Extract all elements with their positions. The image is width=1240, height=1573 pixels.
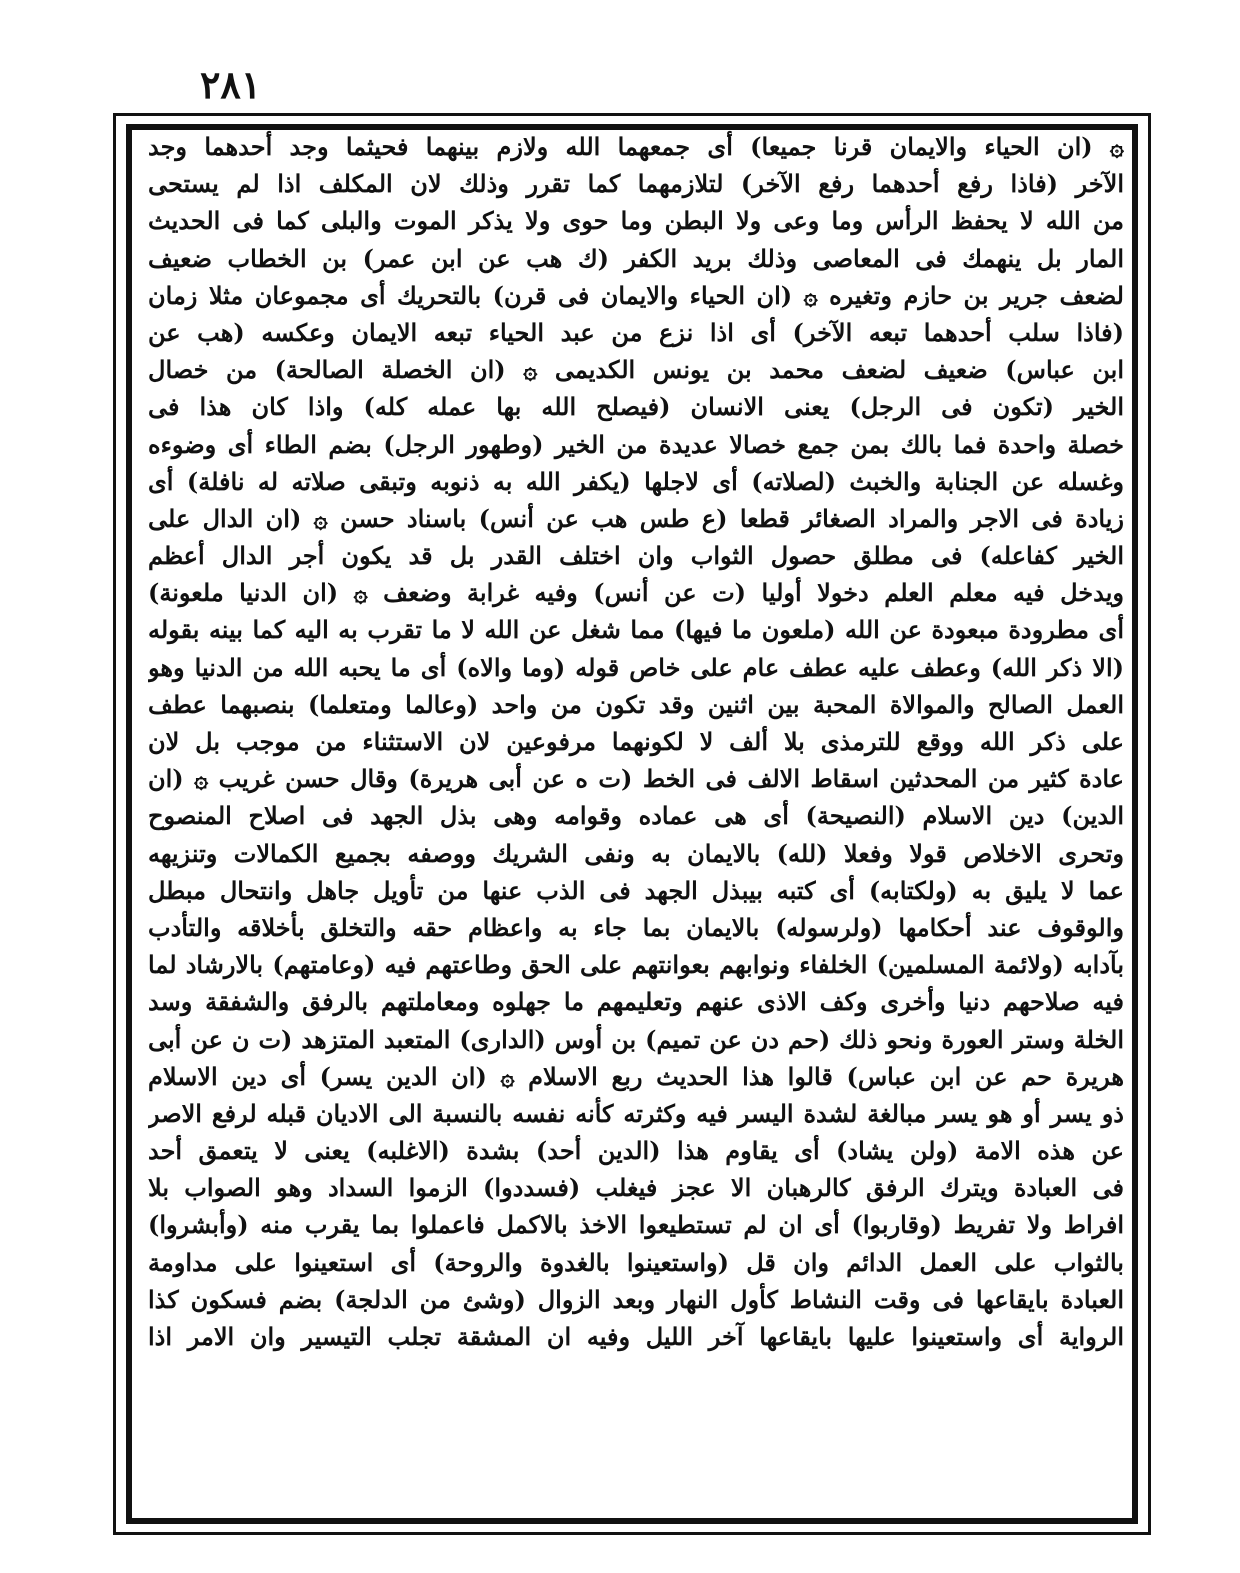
text-line: بآدابه (ولائمة المسلمين) الخلفاء ونوابهم بعوانتهم على الحق وطاعتهم فيه (وعامتهم) بالارشاد لما: [148, 950, 1124, 980]
text-line: العبادة بايقاعها فى وقت النشاط كأول النهار وبعد الزوال (وشئ من الدلجة) بضم فسكون كذا: [148, 1284, 1124, 1314]
text-line: الدين) دين الاسلام (النصيحة) أى هى عماده وقوامه وهى بذل الجهد فى اصلاح المنصوح: [148, 801, 1124, 831]
text-line: لضعف جرير بن حازم وتغيره ۞ (ان الحياء والايمان فى قرن) بالتحريك أى مجموعان مثلا زمان: [148, 280, 1124, 310]
text-line: فى العبادة ويترك الرفق كالرهبان الا عجز فيغلب (فسددوا) الزموا السداد وهو الصواب بلا: [148, 1173, 1124, 1203]
text-line: والوقوف عند أحكامها (ولرسوله) بالايمان بما جاء به واعظام حقه والتخلق بأخلاقه والتأدب: [148, 912, 1124, 942]
text-line: من الله لا يحفظ الرأس وما وعى ولا البطن وما حوى ولا يذكر الموت والبلى كما فى الحديث: [148, 206, 1124, 236]
text-line: ويدخل فيه معلم العلم دخولا أوليا (ت عن أنس) وفيه غرابة وضعف ۞ (ان الدنيا ملعونة): [148, 578, 1124, 608]
text-line: ۞ (ان الحياء والايمان قرنا جميعا) أى جمعهما الله ولازم بينهما فحيثما وجد أحدهما وجد: [148, 132, 1124, 161]
text-line: المار بل ينهمك فى المعاصى وذلك بريد الكفر (ك هب عن ابن عمر) بن الخطاب ضعيف: [148, 243, 1124, 273]
text-line: عما لا يليق به (ولكتابه) أى كتبه بيبذل الجهد فى الذب عنها من تأويل جاهل وانتحال مبطل: [148, 875, 1124, 905]
text-line: عادة كثير من المحدثين اسقاط الالف فى الخط (ت ه عن أبى هريرة) وقال حسن غريب ۞ (ان: [148, 764, 1124, 794]
page-number: ٢٨١: [200, 62, 262, 107]
text-line: ابن عباس) ضعيف لضعف محمد بن يونس الكديمى ۞ (ان الخصلة الصالحة) من خصال: [148, 355, 1124, 385]
text-line: (فاذا سلب أحدهما تبعه الآخر) أى اذا نزع من عبد الحياء تبعه الايمان وعكسه (هب عن: [148, 317, 1124, 347]
text-line: عن هذه الامة (ولن يشاد) أى يقاوم هذا (الدين أحد) بشدة (الاغلبه) يعنى لا يتعمق أحد: [148, 1136, 1124, 1166]
text-line: الخير كفاعله) فى مطلق حصول الثواب وان اختلف القدر بل قد يكون أجر الدال أعظم: [148, 541, 1124, 571]
text-line: افراط ولا تفريط (وقاربوا) أى ان لم تستطيعوا الاخذ بالاكمل فاعملوا بما يقرب منه (وأبشروا): [148, 1210, 1124, 1240]
text-line: الرواية أى واستعينوا عليها بايقاعها آخر الليل وفيه ان المشقة تجلب التيسير وان الامر اذا: [148, 1322, 1124, 1351]
page-text-body: [148, 128, 1124, 1524]
text-line: وتحرى الاخلاص قولا وفعلا (لله) بالايمان به ونفى الشريك ووصفه بجميع الكمالات وتنزيهه: [148, 838, 1124, 868]
text-line: (الا ذكر الله) وعطف عليه عطف عام على خاص قوله (وما والاه) أى ما يحبه الله من الدنيا وهو: [148, 652, 1124, 682]
text-line: زيادة فى الاجر والمراد الصغائر قطعا (ع طس هب عن أنس) باسناد حسن ۞ (ان الدال على: [148, 503, 1124, 533]
text-line: هريرة حم عن ابن عباس) قالوا هذا الحديث ربع الاسلام ۞ (ان الدين يسر) أى دين الاسلام: [148, 1061, 1124, 1091]
text-line: ذو يسر أو هو يسر مبالغة لشدة اليسر فيه وكثرته كأنه نفسه بالنسبة الى الاديان قبله لرفع الاصر: [148, 1098, 1124, 1128]
text-line: وغسله عن الجنابة والخبث (لصلاته) أى لاجلها (يكفر الله به ذنوبه وتبقى صلاته له نافلة) أى: [148, 466, 1124, 496]
text-line: بالثواب على العمل الدائم وان قل (واستعينوا بالغدوة والروحة) أى استعينوا على مداومة: [148, 1247, 1124, 1277]
text-line: الخلة وستر العورة ونحو ذلك (حم دن عن تميم) بن أوس (الدارى) المتعبد المتزهد (ت ن عن أبى: [148, 1024, 1124, 1054]
text-line: الخير (تكون فى الرجل) يعنى الانسان (فيصلح الله بها عمله كله) واذا كان هذا فى: [148, 392, 1124, 422]
text-line: العمل الصالح والموالاة المحبة بين اثنين وقد تكون من واحد (وعالما ومتعلما) بنصبهما عطف: [148, 689, 1124, 719]
text-line: الآخر (فاذا رفع أحدهما رفع الآخر) لتلازمهما كما تقرر وذلك لان المكلف اذا لم يستحى: [148, 169, 1124, 199]
text-line: خصلة واحدة فما بالك بمن جمع خصالا عديدة من الخير (وطهور الرجل) بضم الطاء أى وضوءه: [148, 429, 1124, 459]
text-line: أى مطرودة مبعودة عن الله (ملعون ما فيها) مما شغل عن الله لا ما تقرب به اليه كما بينه بقوله: [148, 615, 1124, 645]
text-line: على ذكر الله ووقع للترمذى بلا ألف لا لكونهما مرفوعين لان الاستثناء من موجب بل لان: [148, 727, 1124, 756]
text-line: فيه صلاحهم دنيا وأخرى وكف الاذى عنهم وتعليمهم ما جهلوه ومعاملتهم بالرفق والشفقة وسد: [148, 987, 1124, 1017]
